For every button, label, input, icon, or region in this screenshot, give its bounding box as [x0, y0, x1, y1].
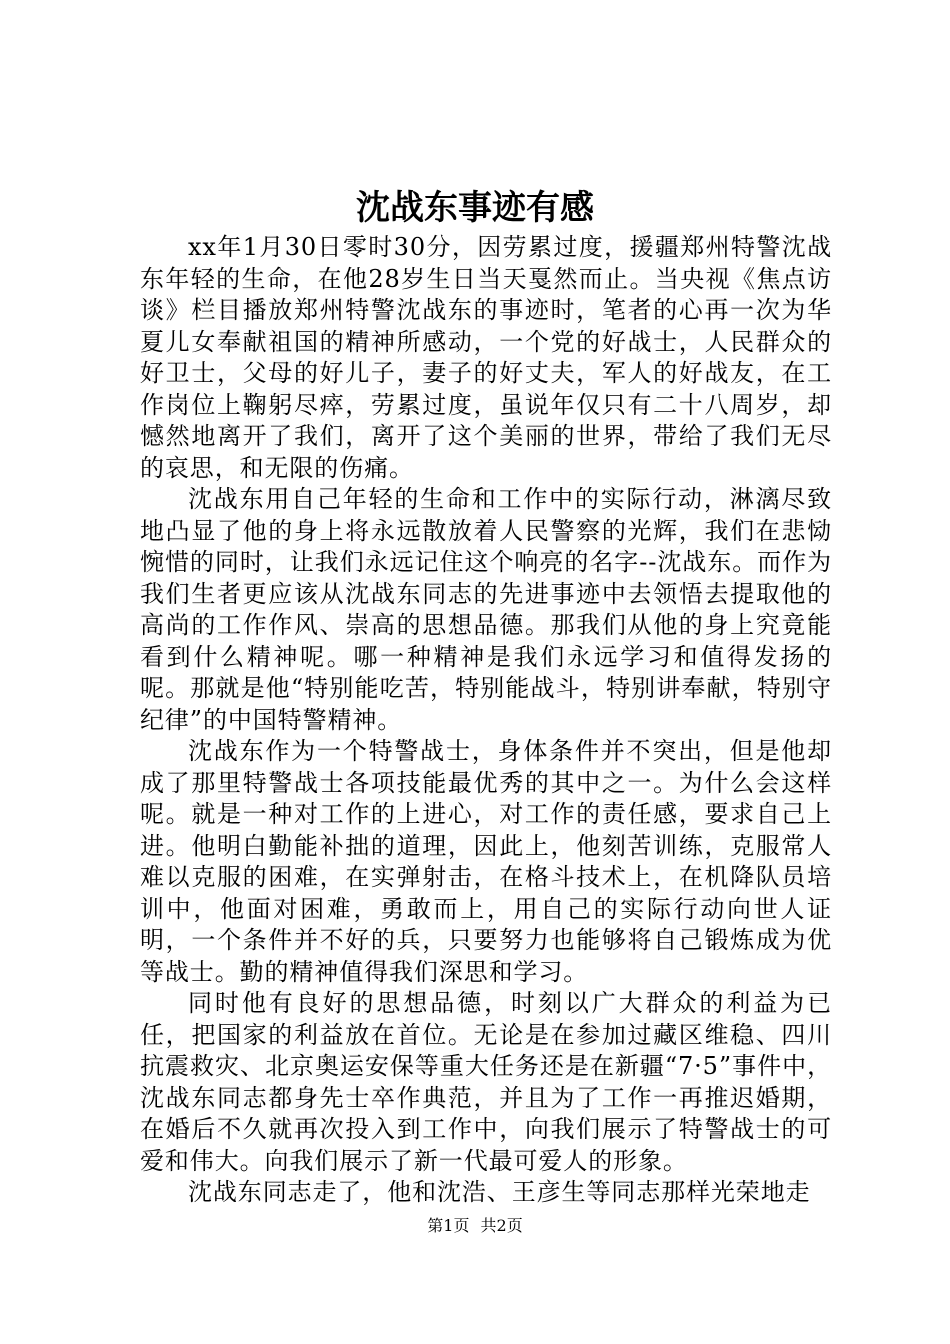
document-title: 沈战东事迹有感 — [356, 188, 594, 228]
page-footer — [0, 1214, 950, 1238]
paragraph-2: 沈战东用自己年轻的生命和工作中的实际行动，淋漓尽致地凸显了他的身上将永远散放着人民警察的光辉，我们在悲恸惋惜的同时，让我们永远记住这个响亮的名字--沈战东。而作为我们生者更应该从沈战东同志的先进事迹中去领悟去提取他的高尚的工作作风、崇高的思想品德。那我们从他的身上究竟能看到什么精神呢。哪一种精神是我们永远学习和值得发扬的呢。那就是他“特别能吃苦，特别能战斗，特别讲奉献，特别守纪律”的中国特警精神。 — [140, 485, 832, 734]
paragraph-4: 同时他有良好的思想品德，时刻以广大群众的利益为已任，把国家的利益放在首位。无论是在参加过藏区维稳、四川抗震救灾、北京奥运安保等重大任务还是在新疆“7·5”事件中，沈战东同志都身先士卒作典范，并且为了工作一再推迟婚期，在婚后不久就再次投入到工作中，向我们展示了特警战士的可爱和伟大。向我们展示了新一代最可爱人的形象。 — [140, 989, 832, 1175]
paragraph-3: 沈战东作为一个特警战士，身体条件并不突出，但是他却成了那里特警战士各项技能最优秀的其中之一。为什么会这样呢。就是一种对工作的上进心，对工作的责任感，要求自己上进。他明白勤能补拙的道理，因此上，他刻苦训练，克服常人难以克服的困难，在实弹射击，在格斗技术上，在机降队员培训中，他面对困难，勇敢而上，用自己的实际行动向世人证明，一个条件并不好的兵，只要努力也能够将自己锻炼成为优等战士。勤的精神值得我们深思和学习。 — [140, 737, 832, 986]
page-number: 第1页 — [427, 1216, 470, 1235]
page-total: 共2页 — [480, 1216, 523, 1235]
document-body — [140, 232, 832, 1209]
paragraph-1: xx年1月30日零时30分，因劳累过度，援疆郑州特警沈战东年轻的生命，在他28岁生日当天戛然而止。当央视《焦点访谈》栏目播放郑州特警沈战东的事迹时，笔者的心再一次为华夏儿女奉献祖国的精神所感动，一个党的好战士，人民群众的好卫士，父母的好儿子，妻子的好丈夫，军人的好战友，在工作岗位上鞠躬尽瘁，劳累过度，虽说年仅只有二十八周岁，却憾然地离开了我们，离开了这个美丽的世界，带给了我们无尽的哀思，和无限的伤痛。 — [140, 233, 832, 482]
paragraph-5: 沈战东同志走了，他和沈浩、王彦生等同志那样光荣地走 — [188, 1178, 811, 1206]
